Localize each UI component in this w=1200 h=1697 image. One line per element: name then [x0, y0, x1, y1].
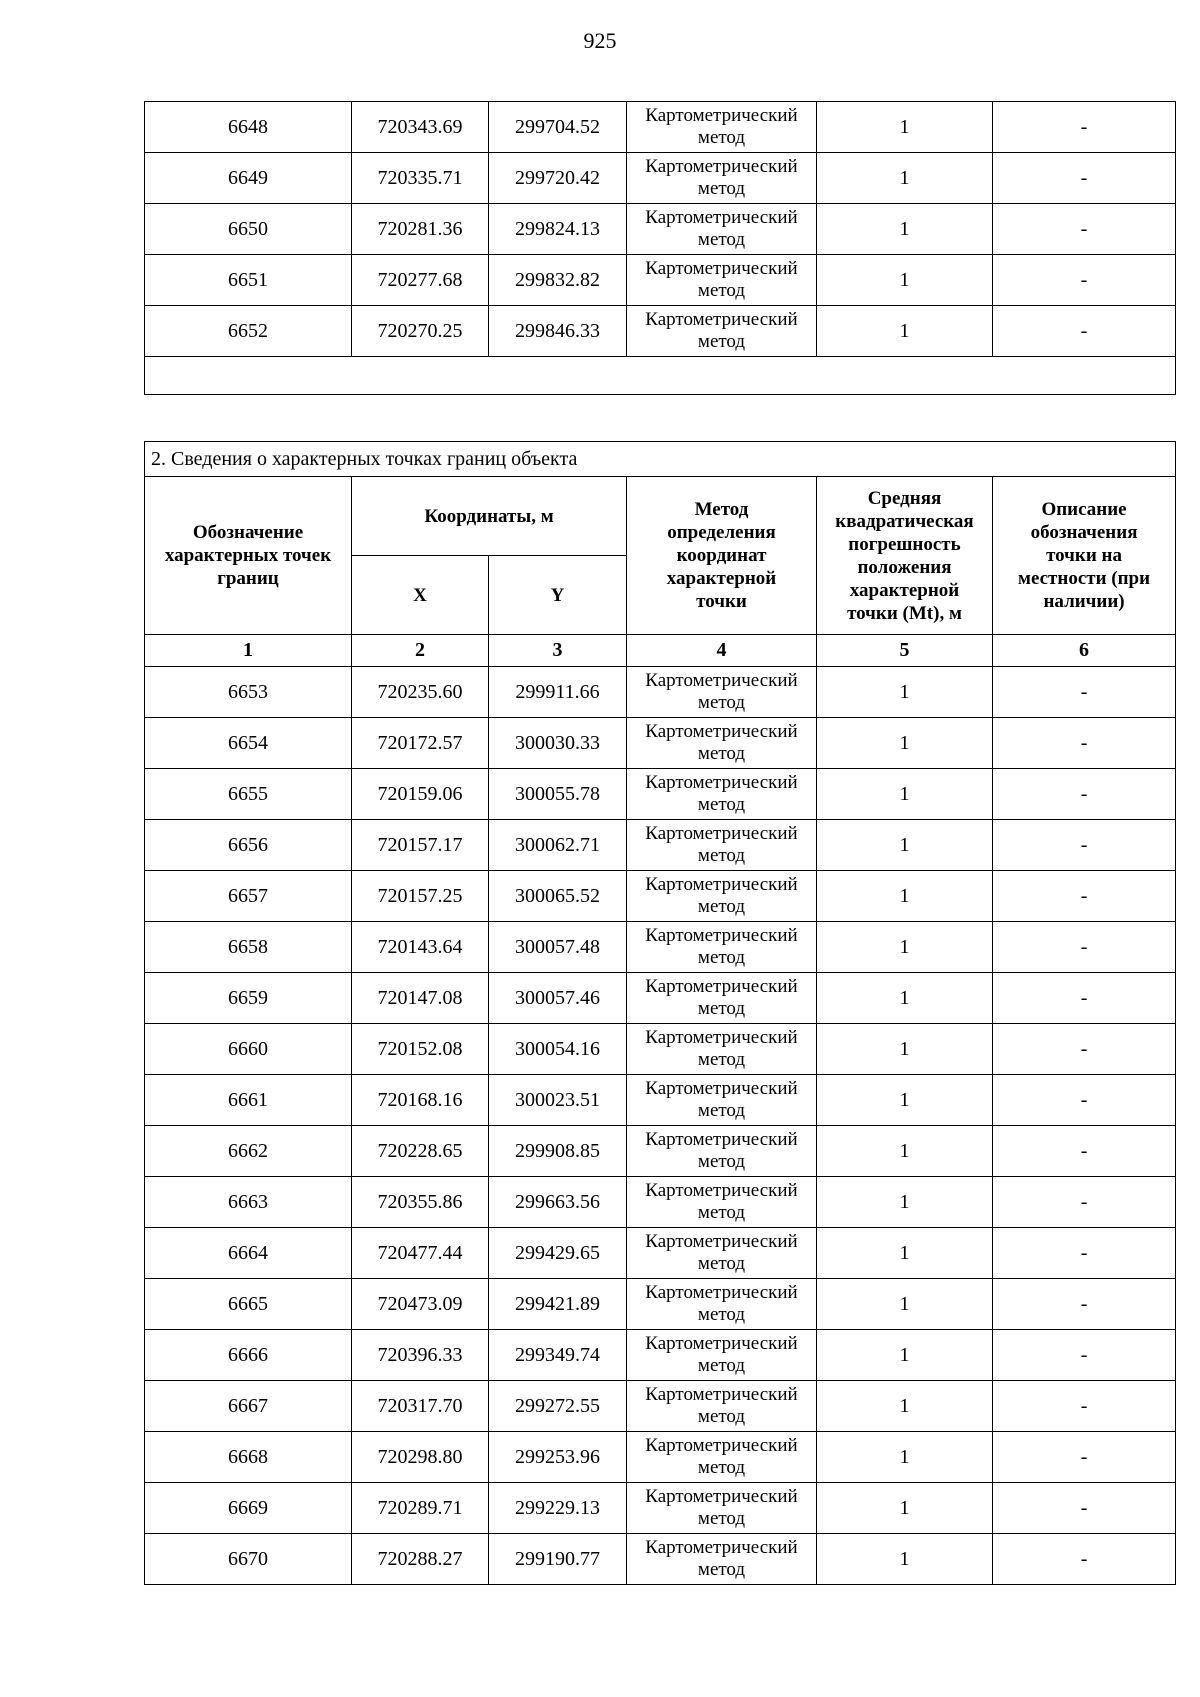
- mt-cell: 1: [817, 667, 993, 718]
- x-coordinate-cell: 720172.57: [352, 718, 489, 769]
- description-cell: -: [993, 153, 1176, 204]
- method-cell: Картометрический метод: [627, 255, 817, 306]
- x-coordinate-cell: 720343.69: [352, 102, 489, 153]
- x-coordinate-cell: 720159.06: [352, 769, 489, 820]
- description-cell: -: [993, 769, 1176, 820]
- y-coordinate-cell: 300054.16: [489, 1024, 627, 1075]
- y-coordinate-cell: 299824.13: [489, 204, 627, 255]
- description-cell: -: [993, 1228, 1176, 1279]
- y-coordinate-cell: 299663.56: [489, 1177, 627, 1228]
- header-coordinates: Координаты, м: [352, 477, 627, 556]
- method-cell: Картометрический метод: [627, 1483, 817, 1534]
- y-coordinate-cell: 299908.85: [489, 1126, 627, 1177]
- method-cell: Картометрический метод: [627, 973, 817, 1024]
- x-coordinate-cell: 720317.70: [352, 1381, 489, 1432]
- description-cell: -: [993, 922, 1176, 973]
- mt-cell: 1: [817, 204, 993, 255]
- table-row: [145, 973, 1176, 1024]
- table-row: [145, 306, 1176, 357]
- column-number: 1: [145, 635, 352, 667]
- method-cell: Картометрический метод: [627, 1330, 817, 1381]
- table-row: [145, 1228, 1176, 1279]
- point-number-cell: 6667: [145, 1381, 352, 1432]
- header-description: Описание обозначения точки на местности (при наличии): [993, 477, 1176, 635]
- table-row: [145, 1075, 1176, 1126]
- x-coordinate-cell: 720168.16: [352, 1075, 489, 1126]
- table-row: [145, 1432, 1176, 1483]
- point-number-cell: 6648: [145, 102, 352, 153]
- description-cell: -: [993, 204, 1176, 255]
- table-row: [145, 1381, 1176, 1432]
- table-row: [145, 1177, 1176, 1228]
- column-number: 5: [817, 635, 993, 667]
- boundary-points-table: [144, 441, 1176, 1585]
- table-row: [145, 871, 1176, 922]
- method-cell: Картометрический метод: [627, 1024, 817, 1075]
- description-cell: -: [993, 102, 1176, 153]
- table-row: [145, 922, 1176, 973]
- point-number-cell: 6670: [145, 1534, 352, 1585]
- table-row: [145, 769, 1176, 820]
- coordinates-table-continued: [144, 101, 1176, 395]
- table-row: [145, 1330, 1176, 1381]
- point-number-cell: 6665: [145, 1279, 352, 1330]
- header-x: X: [352, 556, 489, 635]
- y-coordinate-cell: 299720.42: [489, 153, 627, 204]
- y-coordinate-cell: 300057.46: [489, 973, 627, 1024]
- y-coordinate-cell: 299272.55: [489, 1381, 627, 1432]
- mt-cell: 1: [817, 306, 993, 357]
- x-coordinate-cell: 720270.25: [352, 306, 489, 357]
- point-number-cell: 6668: [145, 1432, 352, 1483]
- point-number-cell: 6657: [145, 871, 352, 922]
- mt-cell: 1: [817, 922, 993, 973]
- description-cell: -: [993, 1279, 1176, 1330]
- y-coordinate-cell: 299911.66: [489, 667, 627, 718]
- column-number: 2: [352, 635, 489, 667]
- description-cell: -: [993, 820, 1176, 871]
- column-numbers-row: [145, 635, 1176, 667]
- description-cell: -: [993, 306, 1176, 357]
- mt-cell: 1: [817, 1177, 993, 1228]
- table-row: [145, 204, 1176, 255]
- point-number-cell: 6653: [145, 667, 352, 718]
- header-mean-square-error: Средняя квадратическая погрешность положения характерной точки (Mt), м: [817, 477, 993, 635]
- table-row: [145, 1024, 1176, 1075]
- mt-cell: 1: [817, 820, 993, 871]
- y-coordinate-cell: 299832.82: [489, 255, 627, 306]
- method-cell: Картометрический метод: [627, 1228, 817, 1279]
- mt-cell: 1: [817, 1381, 993, 1432]
- mt-cell: 1: [817, 871, 993, 922]
- y-coordinate-cell: 299704.52: [489, 102, 627, 153]
- column-number: 3: [489, 635, 627, 667]
- mt-cell: 1: [817, 718, 993, 769]
- description-cell: -: [993, 1024, 1176, 1075]
- table-row: [145, 153, 1176, 204]
- x-coordinate-cell: 720147.08: [352, 973, 489, 1024]
- header-point-designation: Обозначение характерных точек границ: [145, 477, 352, 635]
- method-cell: Картометрический метод: [627, 667, 817, 718]
- point-number-cell: 6666: [145, 1330, 352, 1381]
- table-row: [145, 1534, 1176, 1585]
- column-number: 4: [627, 635, 817, 667]
- description-cell: -: [993, 973, 1176, 1024]
- x-coordinate-cell: 720335.71: [352, 153, 489, 204]
- point-number-cell: 6654: [145, 718, 352, 769]
- y-coordinate-cell: 300055.78: [489, 769, 627, 820]
- header-method: Метод определения координат характерной точки: [627, 477, 817, 635]
- y-coordinate-cell: 300062.71: [489, 820, 627, 871]
- x-coordinate-cell: 720143.64: [352, 922, 489, 973]
- description-cell: -: [993, 1381, 1176, 1432]
- table1-empty-row: [145, 357, 1176, 395]
- point-number-cell: 6659: [145, 973, 352, 1024]
- description-cell: -: [993, 1483, 1176, 1534]
- y-coordinate-cell: 300065.52: [489, 871, 627, 922]
- description-cell: -: [993, 255, 1176, 306]
- mt-cell: 1: [817, 1330, 993, 1381]
- x-coordinate-cell: 720281.36: [352, 204, 489, 255]
- point-number-cell: 6650: [145, 204, 352, 255]
- x-coordinate-cell: 720396.33: [352, 1330, 489, 1381]
- point-number-cell: 6651: [145, 255, 352, 306]
- x-coordinate-cell: 720235.60: [352, 667, 489, 718]
- point-number-cell: 6664: [145, 1228, 352, 1279]
- description-cell: -: [993, 1534, 1176, 1585]
- point-number-cell: 6656: [145, 820, 352, 871]
- table-row: [145, 1126, 1176, 1177]
- method-cell: Картометрический метод: [627, 769, 817, 820]
- x-coordinate-cell: 720157.25: [352, 871, 489, 922]
- method-cell: Картометрический метод: [627, 102, 817, 153]
- method-cell: Картометрический метод: [627, 922, 817, 973]
- mt-cell: 1: [817, 102, 993, 153]
- y-coordinate-cell: 299846.33: [489, 306, 627, 357]
- mt-cell: 1: [817, 255, 993, 306]
- point-number-cell: 6658: [145, 922, 352, 973]
- method-cell: Картометрический метод: [627, 306, 817, 357]
- mt-cell: 1: [817, 769, 993, 820]
- y-coordinate-cell: 299253.96: [489, 1432, 627, 1483]
- y-coordinate-cell: 299421.89: [489, 1279, 627, 1330]
- description-cell: -: [993, 1432, 1176, 1483]
- mt-cell: 1: [817, 973, 993, 1024]
- y-coordinate-cell: 300030.33: [489, 718, 627, 769]
- table-row: [145, 102, 1176, 153]
- method-cell: Картометрический метод: [627, 1279, 817, 1330]
- table-row: [145, 255, 1176, 306]
- method-cell: Картометрический метод: [627, 871, 817, 922]
- method-cell: Картометрический метод: [627, 1177, 817, 1228]
- x-coordinate-cell: 720477.44: [352, 1228, 489, 1279]
- x-coordinate-cell: 720228.65: [352, 1126, 489, 1177]
- mt-cell: 1: [817, 1024, 993, 1075]
- table-row: [145, 1483, 1176, 1534]
- x-coordinate-cell: 720298.80: [352, 1432, 489, 1483]
- page-number: 925: [583, 28, 617, 53]
- x-coordinate-cell: 720355.86: [352, 1177, 489, 1228]
- table-row: [145, 718, 1176, 769]
- method-cell: Картометрический метод: [627, 1381, 817, 1432]
- mt-cell: 1: [817, 1228, 993, 1279]
- mt-cell: 1: [817, 1432, 993, 1483]
- x-coordinate-cell: 720473.09: [352, 1279, 489, 1330]
- y-coordinate-cell: 299190.77: [489, 1534, 627, 1585]
- column-number: 6: [993, 635, 1176, 667]
- method-cell: Картометрический метод: [627, 820, 817, 871]
- method-cell: Картометрический метод: [627, 1075, 817, 1126]
- x-coordinate-cell: 720289.71: [352, 1483, 489, 1534]
- table1-body: [145, 102, 1176, 395]
- description-cell: -: [993, 667, 1176, 718]
- table-row: [145, 667, 1176, 718]
- table2-body: [145, 667, 1176, 1585]
- description-cell: -: [993, 871, 1176, 922]
- mt-cell: 1: [817, 1075, 993, 1126]
- point-number-cell: 6652: [145, 306, 352, 357]
- x-coordinate-cell: 720288.27: [352, 1534, 489, 1585]
- point-number-cell: 6660: [145, 1024, 352, 1075]
- description-cell: -: [993, 1126, 1176, 1177]
- y-coordinate-cell: 300057.48: [489, 922, 627, 973]
- description-cell: -: [993, 718, 1176, 769]
- method-cell: Картометрический метод: [627, 204, 817, 255]
- header-y: Y: [489, 556, 627, 635]
- point-number-cell: 6669: [145, 1483, 352, 1534]
- mt-cell: 1: [817, 1279, 993, 1330]
- point-number-cell: 6663: [145, 1177, 352, 1228]
- method-cell: Картометрический метод: [627, 718, 817, 769]
- description-cell: -: [993, 1330, 1176, 1381]
- method-cell: Картометрический метод: [627, 153, 817, 204]
- method-cell: Картометрический метод: [627, 1126, 817, 1177]
- mt-cell: 1: [817, 1126, 993, 1177]
- mt-cell: 1: [817, 1534, 993, 1585]
- y-coordinate-cell: 299349.74: [489, 1330, 627, 1381]
- table-row: [145, 820, 1176, 871]
- method-cell: Картометрический метод: [627, 1432, 817, 1483]
- y-coordinate-cell: 300023.51: [489, 1075, 627, 1126]
- method-cell: Картометрический метод: [627, 1534, 817, 1585]
- y-coordinate-cell: 299429.65: [489, 1228, 627, 1279]
- description-cell: -: [993, 1177, 1176, 1228]
- point-number-cell: 6661: [145, 1075, 352, 1126]
- description-cell: -: [993, 1075, 1176, 1126]
- y-coordinate-cell: 299229.13: [489, 1483, 627, 1534]
- x-coordinate-cell: 720152.08: [352, 1024, 489, 1075]
- table-row: [145, 1279, 1176, 1330]
- point-number-cell: 6662: [145, 1126, 352, 1177]
- point-number-cell: 6655: [145, 769, 352, 820]
- x-coordinate-cell: 720157.17: [352, 820, 489, 871]
- x-coordinate-cell: 720277.68: [352, 255, 489, 306]
- point-number-cell: 6649: [145, 153, 352, 204]
- mt-cell: 1: [817, 153, 993, 204]
- section-title: 2. Сведения о характерных точках границ объекта: [145, 442, 1176, 477]
- mt-cell: 1: [817, 1483, 993, 1534]
